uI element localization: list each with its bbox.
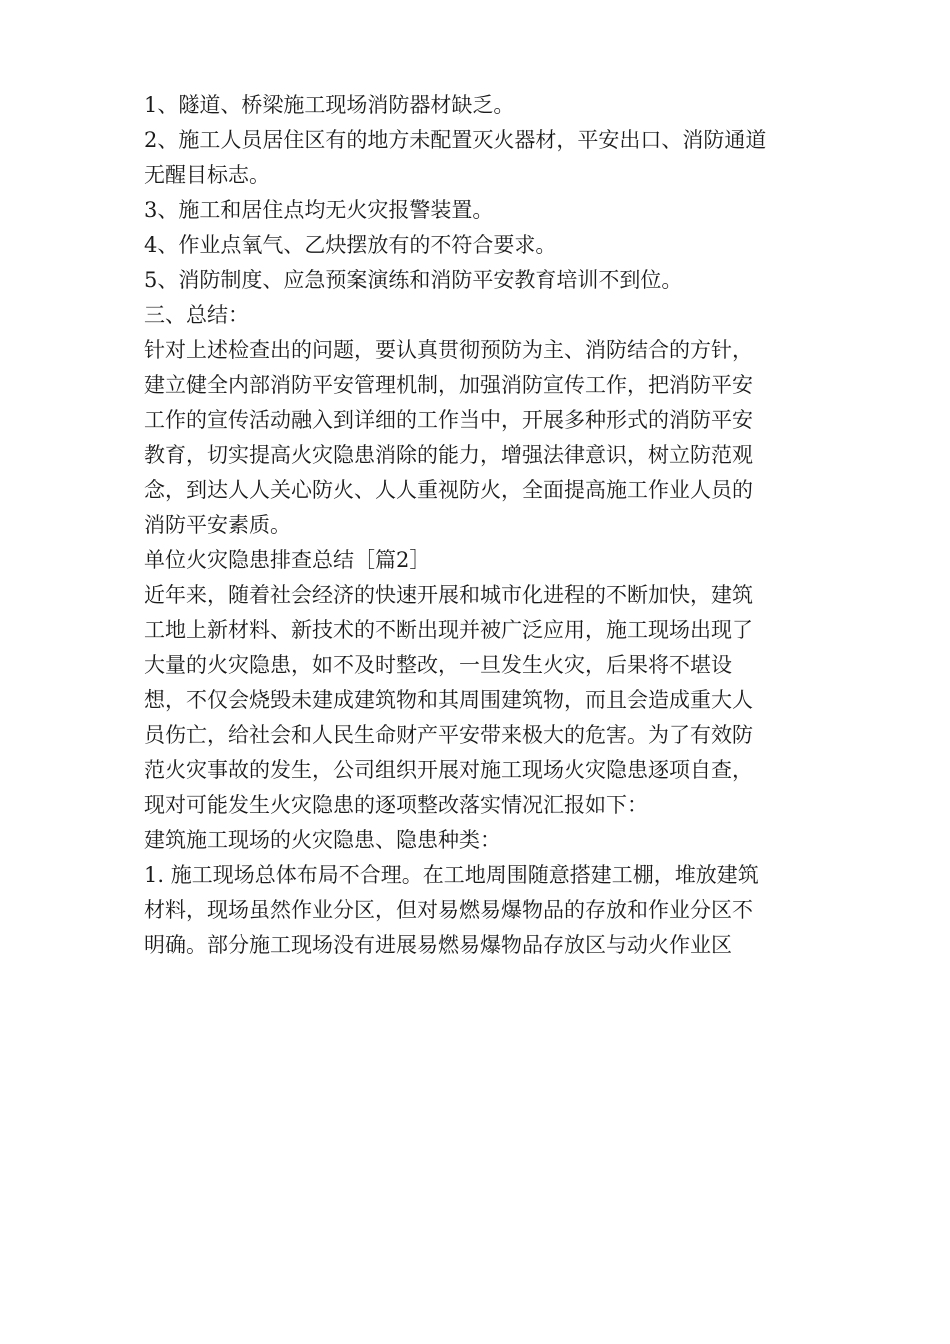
paragraph (144, 823, 814, 858)
paragraph (144, 193, 814, 228)
text-line: 材料，现场虽然作业分区，但对易燃易爆物品的存放和作业分区不 (144, 898, 753, 922)
paragraph (144, 578, 814, 823)
text-line: 现对可能发生火灾隐患的逐项整改落实情况汇报如下： (144, 793, 648, 817)
text-line: 3、施工和居住点均无火灾报警装置。 (144, 198, 494, 222)
text-line: 大量的火灾隐患，如不及时整改，一旦发生火灾，后果将不堪设 (144, 653, 732, 677)
paragraph (144, 858, 814, 963)
paragraph (144, 228, 814, 263)
text-line: 建立健全内部消防平安管理机制，加强消防宣传工作，把消防平安 (144, 373, 753, 397)
text-line: 针对上述检查出的问题，要认真贯彻预防为主、消防结合的方针， (144, 338, 753, 362)
text-line: 近年来，随着社会经济的快速开展和城市化进程的不断加快，建筑 (144, 583, 753, 607)
paragraph (144, 123, 814, 193)
text-line: 4、作业点氧气、乙炔摆放有的不符合要求。 (144, 233, 557, 257)
text-line: 工地上新材料、新技术的不断出现并被广泛应用，施工现场出现了 (144, 618, 753, 642)
document-body (144, 88, 814, 963)
text-line: 三、总结： (144, 303, 249, 327)
paragraph (144, 298, 814, 333)
text-line: 建筑施工现场的火灾隐患、隐患种类： (144, 828, 501, 852)
text-line: 教育，切实提高火灾隐患消除的能力，增强法律意识，树立防范观 (144, 443, 753, 467)
text-line: 员伤亡，给社会和人民生命财产平安带来极大的危害。为了有效防 (144, 723, 753, 747)
paragraph (144, 543, 814, 578)
text-line: 念，到达人人关心防火、人人重视防火，全面提高施工作业人员的 (144, 478, 753, 502)
text-line: 明确。部分施工现场没有进展易燃易爆物品存放区与动火作业区 (144, 933, 732, 957)
text-line: 消防平安素质。 (144, 513, 291, 537)
text-line: 5、消防制度、应急预案演练和消防平安教育培训不到位。 (144, 268, 683, 292)
text-line: 单位火灾隐患排查总结［篇2］ (144, 548, 431, 572)
paragraph (144, 333, 814, 543)
paragraph (144, 88, 814, 123)
text-line: 想，不仅会烧毁未建成建筑物和其周围建筑物，而且会造成重大人 (144, 688, 753, 712)
text-line: 2、施工人员居住区有的地方未配置灭火器材，平安出口、消防通道 (144, 128, 767, 152)
text-line: 1. 施工现场总体布局不合理。在工地周围随意搭建工棚，堆放建筑 (144, 863, 759, 887)
text-line: 无醒目标志。 (144, 163, 270, 187)
text-line: 1、隧道、桥梁施工现场消防器材缺乏。 (144, 93, 515, 117)
text-line: 范火灾事故的发生，公司组织开展对施工现场火灾隐患逐项自查， (144, 758, 753, 782)
text-line: 工作的宣传活动融入到详细的工作当中，开展多种形式的消防平安 (144, 408, 753, 432)
paragraph (144, 263, 814, 298)
